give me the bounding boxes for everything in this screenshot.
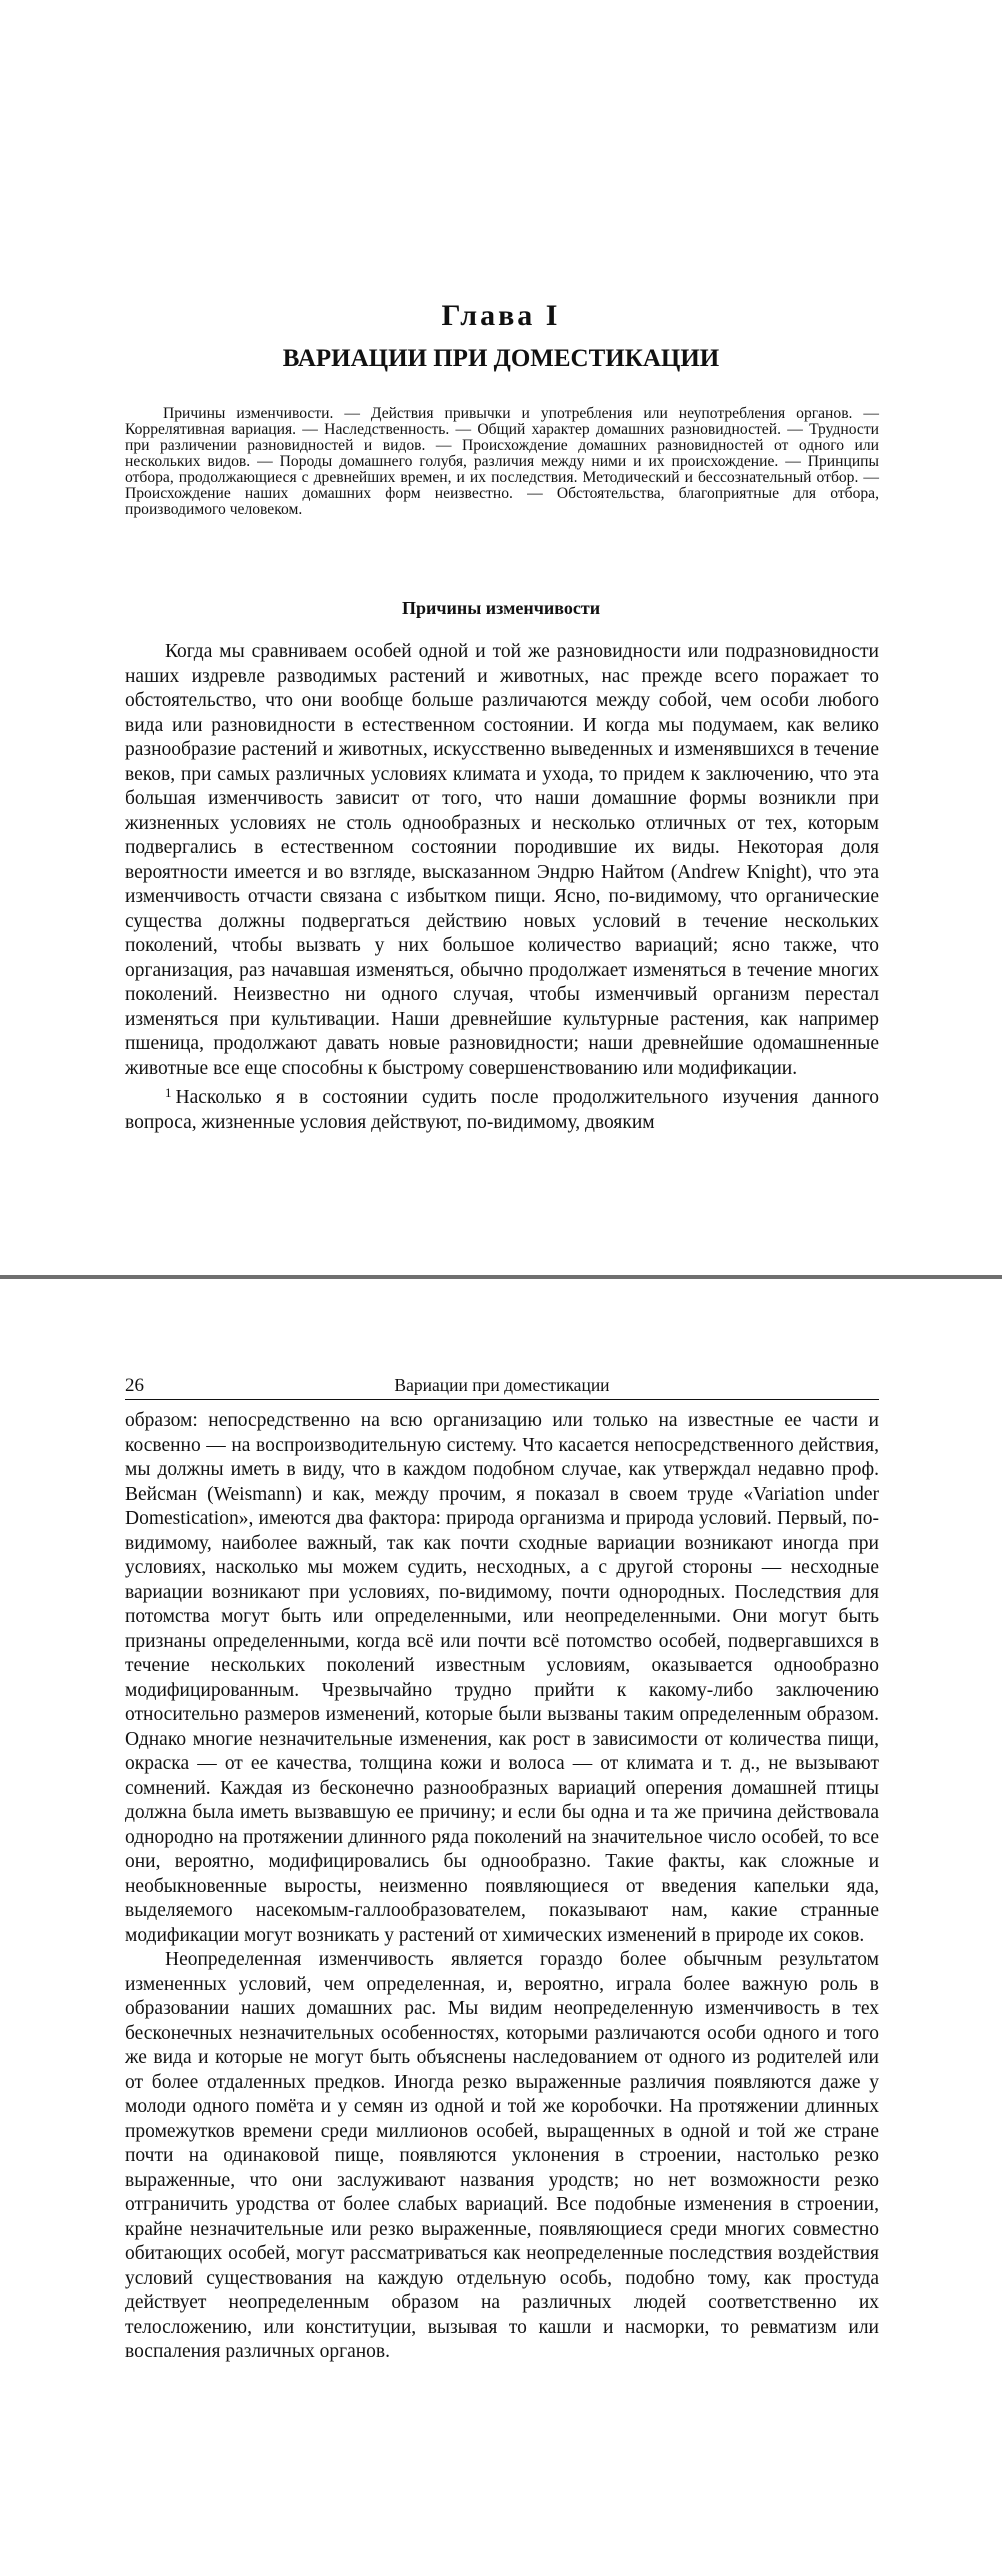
section-heading: Причины изменчивости xyxy=(401,598,601,618)
page-number: 26 xyxy=(125,1375,144,1396)
body-paragraph: Когда мы сравниваем особей одной и той же разновидности или подразновидности наших издревле разводимых растений и животных, нас прежде всего поражает то обстоятельство, что они вообще больше различаются между собой, чем особи любого вида или разновидности в естественном состоянии. И когда мы подумаем, как велико разнообразие растений и животных, искусственно выведенных и изменявшихся в течение веков, при самых различных условиях климата и ухода, то придем к заключению, что эта большая изменчивость зависит от того, что наши домашние формы возникли при жизненных условиях не столь однообразных и несколько отличных от тех, которым подвергались в естественном состоянии породившие их виды. Некоторая доля вероятности имеется и во взгляде, высказанном Эндрю Найтом (Andrew Knight), что эта изменчивость отчасти связана с избытком пищи. Ясно, по-видимому, что органические существа должны подвергаться действию новых условий в течение нескольких поколений, чтобы вызвать у них большое количество вариаций; ясно также, что организация, раз начавшая изменяться, обычно продолжает изменяться в течение многих поколений. Неизвестно ни одного случая, чтобы изменчивый организм перестал изменяться при культивации. Наши древнейшие культурные растения, как например пшеница, продолжают давать новые разновидности; наши древнейшие одомашненные животные все еще способны к быстрому совершенствованию или модификации. xyxy=(125,641,879,1079)
body-paragraph-footnoted xyxy=(125,1081,879,1135)
chapter-summary: Причины изменчивости. — Действия привычки и употребления или неупотребления органов. — Коррелятивная вариация. — Наследственность. — Общий характер домашних разновидностей. — Трудности при различении разновидностей и видов. — Происхождение домашних разновидностей от одного или нескольких видов. — Породы домашнего голубя, различия между ними и их происхождение. — Принципы отбора, продолжающиеся с древнейших времен, и их последствия. Методический и бессознательный отбор. — Происхождение наших домашних форм неизвестно. — Обстоятельства, благоприятные для отбора, производимого человеком. xyxy=(125,405,879,518)
body-paragraph-text: Насколько я в состоянии судить после продолжительного изучения данного вопроса, жизненные условия действуют, по-видимому, двояким xyxy=(125,1087,879,1133)
footnote-marker: 1 xyxy=(165,1085,172,1100)
running-title: Вариации при доместикации xyxy=(394,1375,610,1395)
page-1-body xyxy=(125,640,879,1135)
body-paragraph: образом: непосредственно на всю организацию или только на известные ее части и косвенно — на воспроизводительную систему. Что касается непосредственного действия, мы должны иметь в виду, что в каждом подобном случае, как утверждал недавно проф. Вейсман (Weismann) и как, между прочим, я показал в своем труде «Variation under Domestication», имеются два фактора: природа организма и природа условий. Первый, по-видимому, наиболее важный, так как почти сходные вариации возникают иногда при условиях, насколько мы можем судить, несходных, а с другой стороны — несходные вариации возникают при условиях, по-видимому, почти однородных. Последствия для потомства могут быть или определенными, или неопределенными. Они могут быть признаны определенными, когда всё или почти всё потомство особей, подвергавшихся в течение нескольких поколений известным условиям, оказывается однообразно модифицированным. Чрезвычайно трудно прийти к какому-либо заключению относительно размеров изменений, которые были вызваны таким определенным образом. Однако многие незначительные изменения, как рост в зависимости от количества пищи, окраска — от ее качества, толщина кожи и волоса — от климата и т. д., не вызывают сомнений. Каждая из бесконечно разнообразных вариаций оперения домашней птицы должна была иметь вызвавшую ее причину; и если бы одна и та же причина действовала однородно на протяжении длинного ряда поколений на значительное число особей, то все они, вероятно, модифицировались бы однообразно. Такие факты, как сложные и необыкновенные выросты, неизменно появляющиеся от введения капельки яда, выделяемого насекомым-галлообразователем, показывают нам, какие странные модификации могут возникать у растений от химических изменений в природе их соков. xyxy=(125,1410,879,1946)
page-2-body xyxy=(125,1409,879,2365)
book-page-1 xyxy=(0,0,1002,1275)
book-page-2 xyxy=(0,1279,1002,2554)
running-header xyxy=(125,1373,879,1400)
chapter-label: Глава I xyxy=(441,299,561,332)
body-paragraph: Неопределенная изменчивость является гораздо более обычным результатом измененных условий, чем определенная, и, вероятно, играла более важную роль в образовании наших домашних рас. Мы видим неопределенную изменчивость в тех бесконечных незначительных особенностях, которыми различаются особи одного и того же вида и которые не могут быть объяснены наследованием от одного из родителей или от более отдаленных предков. Иногда резко выраженные различия появляются даже у молоди одного помёта и у семян из одной и той же коробочки. На протяжении длинных промежутков времени среди миллионов особей, выращенных в одной и той же стране почти на одинаковой пище, появляются уклонения в строении, настолько резко выраженные, что они заслуживают названия уродств; но нет возможности резко отграничить уродства от более слабых вариаций. Все подобные изменения в строении, крайне незначительные или резко выраженные, появляющиеся среди многих совместно обитающих особей, могут рассматриваться как неопределенные последствия воздействия условий существования на каждую отдельную особь, подобно тому, как простуда действует неопределенным образом на различных людей соответственно их телосложению, или конституции, вызывая то кашли и насморки, то ревматизм или воспаления различных органов. xyxy=(125,1949,879,2362)
chapter-title: ВАРИАЦИИ ПРИ ДОМЕСТИКАЦИИ xyxy=(282,345,720,372)
